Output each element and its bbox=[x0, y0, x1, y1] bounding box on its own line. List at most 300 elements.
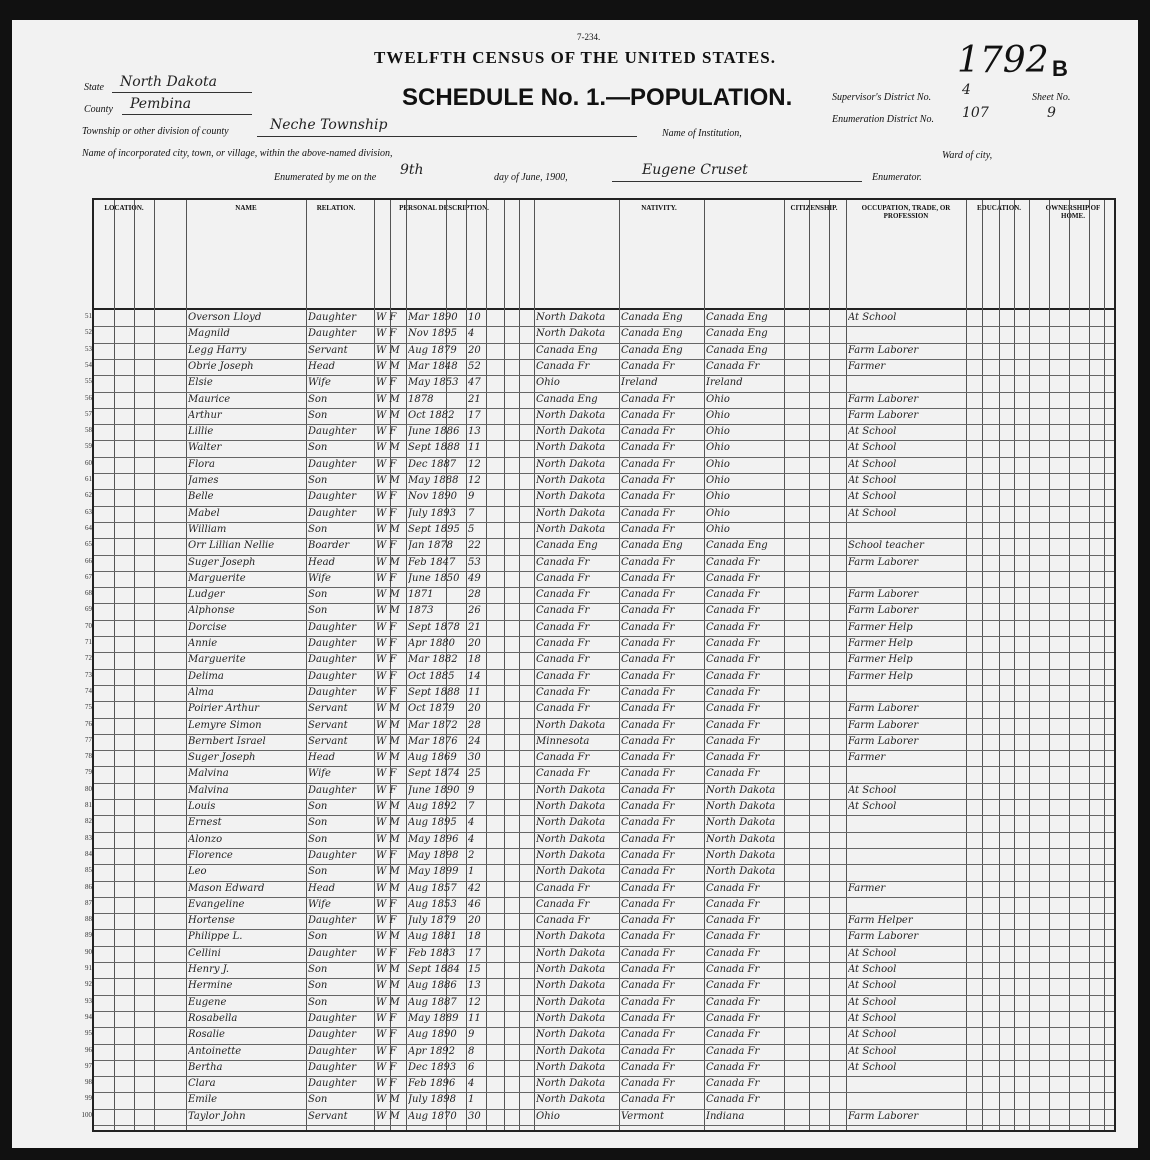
age: 14 bbox=[468, 670, 481, 682]
age: 2 bbox=[468, 849, 475, 861]
color-sex: W M bbox=[376, 1110, 400, 1122]
person-name: William bbox=[188, 523, 227, 535]
row-number: 87 bbox=[85, 898, 92, 907]
birth-date: Nov 1895 bbox=[408, 328, 458, 340]
relation: Daughter bbox=[308, 915, 356, 927]
row-line bbox=[94, 587, 1114, 588]
row-number: 81 bbox=[85, 801, 92, 809]
birthplace: North Dakota bbox=[536, 328, 606, 340]
age: 22 bbox=[468, 540, 481, 552]
relation: Daughter bbox=[308, 849, 356, 861]
father-birthplace: Canada Eng bbox=[621, 312, 683, 323]
person-name: Marguerite bbox=[188, 572, 246, 584]
relation: Wife bbox=[308, 768, 331, 780]
age: 11 bbox=[468, 686, 481, 698]
row-number: 95 bbox=[85, 1029, 92, 1038]
color-sex: W M bbox=[376, 833, 400, 845]
person-name: Orr Lillian Nellie bbox=[188, 540, 275, 552]
row-number: 51 bbox=[85, 312, 92, 320]
relation: Boarder bbox=[308, 540, 350, 552]
father-birthplace: Canada Fr bbox=[621, 475, 675, 486]
father-birthplace: Canada Fr bbox=[621, 882, 675, 894]
mother-birthplace: Canada Fr bbox=[706, 1045, 760, 1057]
person-name: Leo bbox=[188, 866, 207, 878]
father-birthplace: Canada Fr bbox=[621, 572, 675, 584]
person-name: Alma bbox=[188, 686, 214, 698]
person-name: Magnild bbox=[188, 328, 230, 340]
birth-date: Apr 1892 bbox=[408, 1045, 456, 1057]
mother-birthplace: Canada Eng bbox=[706, 312, 768, 323]
father-birthplace: Canada Fr bbox=[621, 523, 675, 535]
father-birthplace: Canada Fr bbox=[621, 735, 675, 747]
row-number: 59 bbox=[85, 442, 92, 451]
row-line bbox=[94, 832, 1114, 833]
age: 7 bbox=[468, 801, 475, 812]
row-number: 72 bbox=[85, 654, 92, 663]
row-number: 66 bbox=[85, 556, 92, 565]
enumerator-line bbox=[612, 181, 862, 182]
person-name: Hermine bbox=[188, 980, 233, 992]
person-name: Rosalie bbox=[188, 1029, 225, 1041]
birth-date: May 1899 bbox=[408, 866, 459, 878]
relation: Son bbox=[308, 393, 328, 405]
birthplace: Canada Fr bbox=[536, 621, 590, 633]
mother-birthplace: Ohio bbox=[706, 507, 730, 519]
mother-birthplace: Canada Fr bbox=[706, 1078, 760, 1090]
birth-date: Mar 1848 bbox=[408, 360, 458, 372]
relation: Servant bbox=[308, 703, 348, 715]
father-birthplace: Canada Fr bbox=[621, 964, 675, 975]
birthplace: North Dakota bbox=[536, 1061, 606, 1073]
father-birthplace: Canada Fr bbox=[621, 980, 675, 992]
occupation: Farm Laborer bbox=[848, 393, 919, 405]
row-number: 69 bbox=[85, 605, 92, 614]
birth-date: Aug 1857 bbox=[408, 882, 457, 894]
mother-birthplace: North Dakota bbox=[706, 801, 776, 812]
occupation: At School bbox=[848, 947, 897, 959]
column-divider bbox=[809, 200, 810, 1130]
occupation: At School bbox=[848, 1045, 897, 1057]
birth-date: Aug 1853 bbox=[408, 898, 457, 910]
birth-date: Oct 1885 bbox=[408, 670, 455, 682]
mother-birthplace: Canada Fr bbox=[706, 638, 760, 649]
relation: Daughter bbox=[308, 1078, 356, 1090]
row-line bbox=[94, 636, 1114, 637]
occupation: Farmer bbox=[848, 752, 886, 764]
father-birthplace: Canada Fr bbox=[621, 1045, 675, 1057]
person-name: Delima bbox=[188, 670, 224, 682]
age: 49 bbox=[468, 572, 481, 584]
row-line bbox=[94, 783, 1114, 784]
mother-birthplace: Canada Fr bbox=[706, 360, 760, 372]
row-number: 93 bbox=[85, 996, 92, 1005]
person-name: Clara bbox=[188, 1078, 216, 1090]
color-sex: W M bbox=[376, 344, 400, 356]
birthplace: Canada Fr bbox=[536, 670, 590, 682]
father-birthplace: Canada Fr bbox=[621, 866, 675, 878]
age: 17 bbox=[468, 409, 481, 421]
occupation: Farm Laborer bbox=[848, 409, 919, 421]
column-divider bbox=[466, 200, 467, 1130]
age: 20 bbox=[468, 915, 481, 927]
mother-birthplace: Canada Fr bbox=[706, 654, 760, 666]
person-name: Philippe L. bbox=[188, 931, 243, 943]
birth-date: Mar 1882 bbox=[408, 654, 458, 666]
row-line bbox=[94, 946, 1114, 947]
birthplace: North Dakota bbox=[536, 996, 606, 1008]
color-sex: W F bbox=[376, 540, 397, 552]
col-education: EDUCATION. bbox=[976, 204, 1021, 212]
row-line bbox=[94, 864, 1114, 865]
birth-date: June 1890 bbox=[408, 784, 460, 796]
age: 20 bbox=[468, 703, 481, 715]
row-line bbox=[94, 913, 1114, 914]
father-birthplace: Canada Fr bbox=[621, 686, 675, 698]
color-sex: W M bbox=[376, 931, 400, 943]
father-birthplace: Canada Eng bbox=[621, 540, 683, 552]
occupation: At School bbox=[848, 458, 897, 470]
father-birthplace: Canada Fr bbox=[621, 898, 675, 910]
birthplace: Canada Fr bbox=[536, 556, 590, 568]
row-number: 63 bbox=[85, 507, 92, 516]
father-birthplace: Canada Fr bbox=[621, 817, 675, 829]
row-line bbox=[94, 978, 1114, 979]
person-name: Mason Edward bbox=[188, 882, 265, 894]
father-birthplace: Canada Fr bbox=[621, 1012, 675, 1024]
row-number: 80 bbox=[85, 784, 92, 793]
column-divider bbox=[134, 200, 135, 1130]
relation: Daughter bbox=[308, 426, 356, 438]
column-divider bbox=[406, 200, 407, 1130]
birth-date: May 1889 bbox=[408, 1012, 459, 1024]
person-name: Elsie bbox=[188, 377, 213, 389]
birth-date: Mar 1876 bbox=[408, 735, 458, 747]
father-birthplace: Canada Fr bbox=[621, 409, 675, 421]
birthplace: Canada Fr bbox=[536, 638, 590, 649]
row-line bbox=[94, 1044, 1114, 1045]
state-label: State bbox=[84, 82, 104, 93]
mother-birthplace: Ohio bbox=[706, 458, 730, 470]
age: 11 bbox=[468, 442, 481, 454]
father-birthplace: Canada Fr bbox=[621, 393, 675, 405]
mother-birthplace: Canada Fr bbox=[706, 670, 760, 682]
column-divider bbox=[1014, 200, 1015, 1130]
relation: Daughter bbox=[308, 621, 356, 633]
row-number: 79 bbox=[85, 768, 92, 777]
birthplace: Canada Fr bbox=[536, 686, 590, 698]
relation: Servant bbox=[308, 1110, 348, 1122]
row-line bbox=[94, 1027, 1114, 1028]
township-line bbox=[257, 136, 637, 137]
person-name: Malvina bbox=[188, 784, 229, 796]
row-line bbox=[94, 555, 1114, 556]
age: 1 bbox=[468, 1094, 475, 1106]
color-sex: W F bbox=[376, 784, 397, 796]
birthplace: North Dakota bbox=[536, 719, 606, 731]
birth-date: Apr 1880 bbox=[408, 638, 456, 649]
father-birthplace: Canada Fr bbox=[621, 556, 675, 568]
mother-birthplace: Canada Fr bbox=[706, 703, 760, 715]
census-title: TWELFTH CENSUS OF THE UNITED STATES. bbox=[374, 48, 776, 67]
relation: Daughter bbox=[308, 1045, 356, 1057]
birth-date: Aug 1879 bbox=[408, 344, 457, 356]
row-line bbox=[94, 392, 1114, 393]
row-number: 68 bbox=[85, 589, 92, 598]
row-number: 100 bbox=[81, 1110, 92, 1119]
row-line bbox=[94, 799, 1114, 800]
row-line bbox=[94, 473, 1114, 474]
birthplace: North Dakota bbox=[536, 507, 606, 519]
birthplace: North Dakota bbox=[536, 1029, 606, 1041]
row-number: 64 bbox=[85, 523, 92, 532]
row-number: 55 bbox=[85, 377, 92, 386]
mother-birthplace: Ohio bbox=[706, 442, 730, 454]
age: 24 bbox=[468, 735, 481, 747]
age: 10 bbox=[468, 312, 481, 323]
birthplace: Canada Fr bbox=[536, 572, 590, 584]
occupation: At School bbox=[848, 507, 897, 519]
birth-date: Mar 1890 bbox=[408, 312, 458, 323]
mother-birthplace: North Dakota bbox=[706, 817, 776, 829]
birth-date: Sept 1884 bbox=[408, 964, 460, 975]
row-number: 53 bbox=[85, 344, 92, 353]
row-line bbox=[94, 1125, 1114, 1126]
relation: Daughter bbox=[308, 686, 356, 698]
column-divider bbox=[966, 200, 967, 1130]
color-sex: W M bbox=[376, 735, 400, 747]
row-line bbox=[94, 343, 1114, 344]
row-line bbox=[94, 375, 1114, 376]
row-number: 77 bbox=[85, 735, 92, 744]
row-number: 70 bbox=[85, 621, 92, 630]
birth-date: June 1886 bbox=[408, 426, 460, 438]
birth-date: Oct 1882 bbox=[408, 409, 455, 421]
birth-date: Sept 1874 bbox=[408, 768, 460, 780]
birthplace: Canada Fr bbox=[536, 703, 590, 715]
age: 7 bbox=[468, 507, 475, 519]
supervisor-label: Supervisor's District No. bbox=[832, 92, 932, 103]
person-name: Overson Lloyd bbox=[188, 312, 262, 323]
birthplace: North Dakota bbox=[536, 426, 606, 438]
relation: Son bbox=[308, 931, 328, 943]
birthplace: North Dakota bbox=[536, 1078, 606, 1090]
column-divider bbox=[784, 200, 785, 1130]
row-number: 89 bbox=[85, 931, 92, 940]
row-line bbox=[94, 359, 1114, 360]
birthplace: Ohio bbox=[536, 377, 560, 389]
sheet-letter: B bbox=[1052, 56, 1068, 81]
county-label: County bbox=[84, 104, 113, 115]
occupation: At School bbox=[848, 442, 897, 454]
age: 17 bbox=[468, 947, 481, 959]
mother-birthplace: Canada Fr bbox=[706, 947, 760, 959]
age: 28 bbox=[468, 589, 481, 601]
birth-date: Aug 1892 bbox=[408, 801, 457, 812]
father-birthplace: Canada Fr bbox=[621, 426, 675, 438]
person-name: Cellini bbox=[188, 947, 221, 959]
occupation: Farm Laborer bbox=[848, 931, 919, 943]
birthplace: North Dakota bbox=[536, 849, 606, 861]
mother-birthplace: Canada Fr bbox=[706, 621, 760, 633]
relation: Wife bbox=[308, 377, 331, 389]
column-divider bbox=[999, 200, 1000, 1130]
father-birthplace: Canada Fr bbox=[621, 638, 675, 649]
birthplace: Canada Fr bbox=[536, 915, 590, 927]
color-sex: W M bbox=[376, 442, 400, 454]
color-sex: W M bbox=[376, 393, 400, 405]
col-nativity: NATIVITY. bbox=[641, 204, 677, 212]
color-sex: W M bbox=[376, 719, 400, 731]
row-line bbox=[94, 1011, 1114, 1012]
person-name: Emile bbox=[188, 1094, 218, 1106]
row-line bbox=[94, 766, 1114, 767]
color-sex: W F bbox=[376, 1029, 397, 1041]
mother-birthplace: Ohio bbox=[706, 523, 730, 535]
mother-birthplace: Canada Fr bbox=[706, 686, 760, 698]
birthplace: North Dakota bbox=[536, 931, 606, 943]
col-name: NAME bbox=[235, 204, 257, 212]
mother-birthplace: Canada Fr bbox=[706, 1094, 760, 1106]
mother-birthplace: Ohio bbox=[706, 393, 730, 405]
row-number: 99 bbox=[85, 1094, 92, 1103]
birth-date: Aug 1869 bbox=[408, 752, 457, 764]
row-line bbox=[94, 929, 1114, 930]
birthplace: Minnesota bbox=[536, 735, 590, 747]
birthplace: Canada Fr bbox=[536, 882, 590, 894]
father-birthplace: Canada Fr bbox=[621, 360, 675, 372]
column-divider bbox=[846, 200, 847, 1130]
relation: Daughter bbox=[308, 507, 356, 519]
row-number: 75 bbox=[85, 703, 92, 712]
mother-birthplace: North Dakota bbox=[706, 833, 776, 845]
relation: Son bbox=[308, 475, 328, 486]
row-number: 76 bbox=[85, 719, 92, 728]
township-label: Township or other division of county bbox=[82, 126, 229, 137]
birthplace: Canada Fr bbox=[536, 605, 590, 617]
color-sex: W M bbox=[376, 703, 400, 715]
age: 18 bbox=[468, 654, 481, 666]
mother-birthplace: Canada Fr bbox=[706, 556, 760, 568]
father-birthplace: Canada Fr bbox=[621, 1094, 675, 1106]
person-name: Mabel bbox=[188, 507, 220, 519]
relation: Daughter bbox=[308, 784, 356, 796]
row-line bbox=[94, 848, 1114, 849]
birthplace: North Dakota bbox=[536, 1012, 606, 1024]
census-table bbox=[81, 198, 1116, 1132]
row-line bbox=[94, 652, 1114, 653]
mother-birthplace: North Dakota bbox=[706, 849, 776, 861]
birthplace: Canada Fr bbox=[536, 752, 590, 764]
birth-date: Aug 1895 bbox=[408, 817, 457, 829]
row-number: 98 bbox=[85, 1078, 92, 1087]
person-name: Evangeline bbox=[188, 898, 245, 910]
relation: Head bbox=[308, 360, 336, 372]
row-line bbox=[94, 701, 1114, 702]
mother-birthplace: Canada Fr bbox=[706, 915, 760, 927]
column-divider bbox=[486, 200, 487, 1130]
occupation: At School bbox=[848, 784, 897, 796]
relation: Head bbox=[308, 556, 336, 568]
row-line bbox=[94, 669, 1114, 670]
birth-date: Aug 1881 bbox=[408, 931, 457, 943]
person-name: Ernest bbox=[188, 817, 222, 829]
column-divider bbox=[829, 200, 830, 1130]
row-line bbox=[94, 457, 1114, 458]
relation: Daughter bbox=[308, 654, 356, 666]
birth-date: Feb 1896 bbox=[408, 1078, 456, 1090]
age: 13 bbox=[468, 426, 481, 438]
relation: Servant bbox=[308, 735, 348, 747]
birthplace: North Dakota bbox=[536, 409, 606, 421]
county-line bbox=[122, 114, 252, 115]
mother-birthplace: North Dakota bbox=[706, 784, 776, 796]
color-sex: W M bbox=[376, 801, 400, 812]
birth-date: Jan 1878 bbox=[408, 540, 454, 552]
mother-birthplace: Canada Fr bbox=[706, 1012, 760, 1024]
person-name: James bbox=[188, 475, 219, 486]
row-number: 94 bbox=[85, 1012, 92, 1021]
birth-date: Oct 1879 bbox=[408, 703, 455, 715]
row-number: 97 bbox=[85, 1061, 92, 1070]
row-line bbox=[94, 881, 1114, 882]
age: 53 bbox=[468, 556, 481, 568]
occupation: At School bbox=[848, 980, 897, 992]
birthplace: North Dakota bbox=[536, 312, 606, 323]
column-divider bbox=[374, 200, 375, 1130]
birthplace: Canada Eng bbox=[536, 344, 598, 356]
age: 28 bbox=[468, 719, 481, 731]
person-name: Henry J. bbox=[188, 964, 230, 975]
occupation: At School bbox=[848, 475, 897, 486]
birthplace: Canada Fr bbox=[536, 589, 590, 601]
person-name: Arthur bbox=[188, 409, 222, 421]
color-sex: W F bbox=[376, 377, 397, 389]
color-sex: W F bbox=[376, 768, 397, 780]
occupation: Farmer Help bbox=[848, 654, 913, 666]
person-name: Flora bbox=[188, 458, 215, 470]
row-line bbox=[94, 897, 1114, 898]
person-name: Annie bbox=[188, 638, 218, 649]
father-birthplace: Canada Fr bbox=[621, 670, 675, 682]
column-divider bbox=[519, 200, 520, 1130]
person-name: Suger Joseph bbox=[188, 752, 256, 764]
occupation: At School bbox=[848, 964, 897, 975]
relation: Son bbox=[308, 996, 328, 1008]
column-divider bbox=[619, 200, 620, 1130]
mother-birthplace: Canada Fr bbox=[706, 605, 760, 617]
color-sex: W F bbox=[376, 670, 397, 682]
color-sex: W F bbox=[376, 947, 397, 959]
row-number: 85 bbox=[85, 866, 92, 875]
birthplace: Ohio bbox=[536, 1110, 560, 1122]
row-line bbox=[94, 685, 1114, 686]
row-line bbox=[94, 424, 1114, 425]
person-name: Louis bbox=[188, 801, 216, 812]
birth-date: Sept 1878 bbox=[408, 621, 460, 633]
color-sex: W F bbox=[376, 654, 397, 666]
mother-birthplace: Canada Fr bbox=[706, 996, 760, 1008]
father-birthplace: Canada Fr bbox=[621, 801, 675, 812]
color-sex: W F bbox=[376, 312, 397, 323]
birthplace: Canada Fr bbox=[536, 768, 590, 780]
row-number: 88 bbox=[85, 915, 92, 924]
color-sex: W F bbox=[376, 458, 397, 470]
person-name: Florence bbox=[188, 849, 233, 861]
row-number: 90 bbox=[85, 947, 92, 956]
age: 4 bbox=[468, 1078, 475, 1090]
relation: Son bbox=[308, 980, 328, 992]
father-birthplace: Canada Fr bbox=[621, 507, 675, 519]
